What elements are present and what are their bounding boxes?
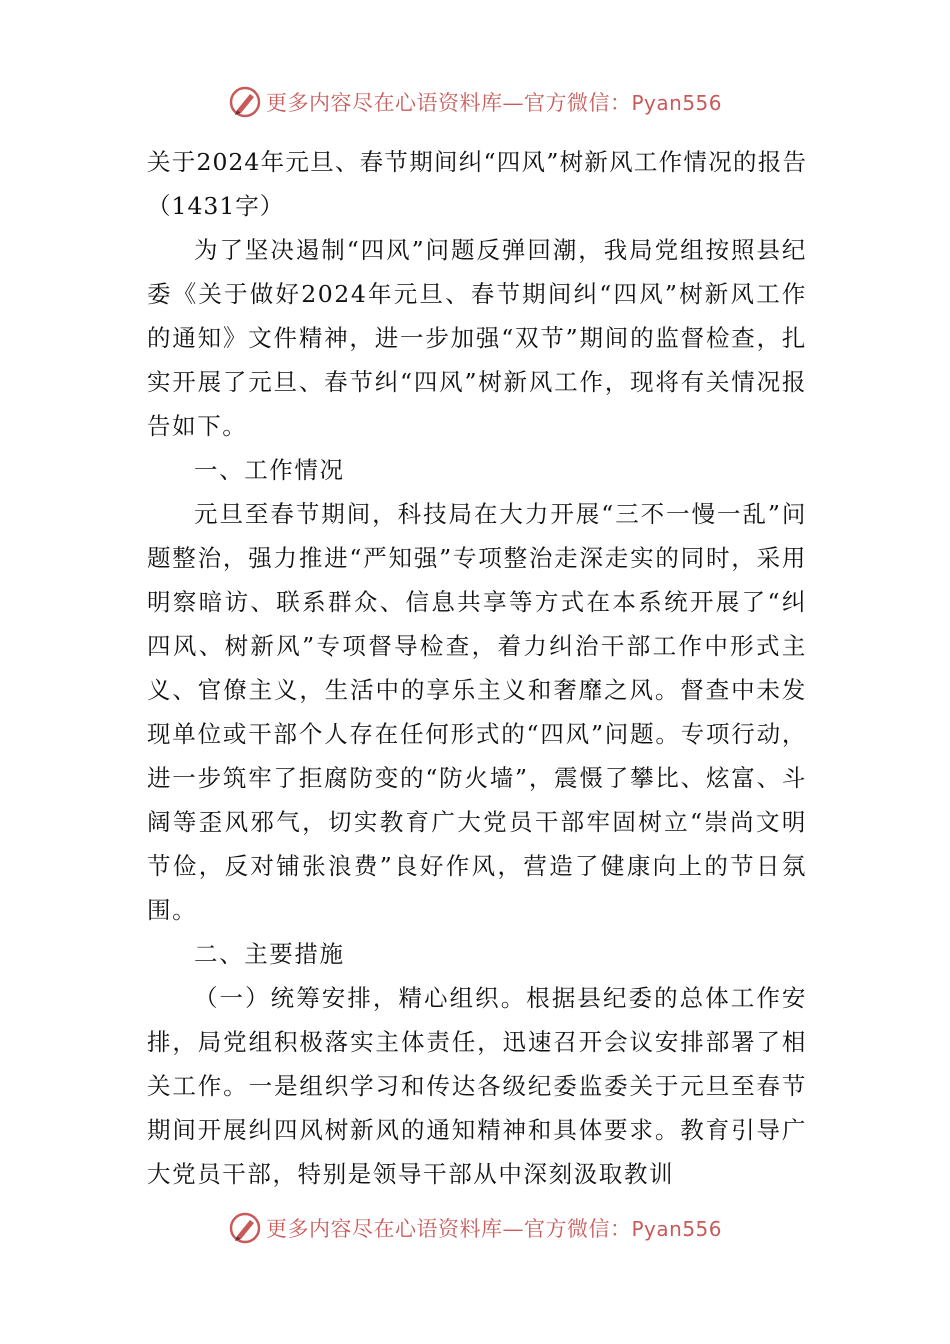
- document-title: 关于2024年元旦、春节期间纠“四风”树新风工作情况的报告（1431字）: [147, 148, 807, 220]
- watermark-banner-bottom: [0, 1208, 950, 1248]
- watermark-code: Pyan556: [631, 91, 722, 115]
- paragraph-measure-one: （一）统筹安排，精心组织。根据县纪委的总体工作安排，局党组积极落实主体责任，迅速召开会议安排部署了相关工作。一是组织学习和传达各级纪委监委关于元旦至春节期间开展纠四风树新风的通知精神和具体要求。教育引导广大党员干部，特别是领导干部从中深刻汲取教训: [147, 984, 807, 1188]
- watermark-code: Pyan556: [631, 1217, 722, 1241]
- document-body: [147, 140, 807, 1196]
- section-heading-main-measures: 二、主要措施: [194, 940, 345, 968]
- pen-logo-icon: [228, 1211, 262, 1245]
- watermark-banner-top: [0, 82, 950, 122]
- watermark-text: 更多内容尽在心语资料库—官方微信：: [265, 1217, 632, 1241]
- paragraph-intro: 为了坚决遏制“四风”问题反弹回潮，我局党组按照县纪委《关于做好2024年元旦、春节期间纠“四风”树新风工作的通知》文件精神，进一步加强“双节”期间的监督检查，扎实开展了元旦、春节纠“四风”树新风工作，现将有关情况报告如下。: [147, 236, 807, 440]
- paragraph-work-status: 元旦至春节期间，科技局在大力开展“三不一慢一乱”问题整治，强力推进“严知强”专项整治走深走实的同时，采用明察暗访、联系群众、信息共享等方式在本系统开展了“纠四风、树新风”专项督导检查，着力纠治干部工作中形式主义、官僚主义，生活中的享乐主义和奢靡之风。督查中未发现单位或干部个人存在任何形式的“四风”问题。专项行动，进一步筑牢了拒腐防变的“防火墙”，震慑了攀比、炫富、斗阔等歪风邪气，切实教育广大党员干部牢固树立“崇尚文明节俭，反对铺张浪费”良好作风，营造了健康向上的节日氛围。: [147, 500, 807, 924]
- section-heading-work-status: 一、工作情况: [194, 456, 345, 484]
- watermark-text: 更多内容尽在心语资料库—官方微信：: [265, 91, 632, 115]
- pen-logo-icon: [228, 85, 262, 119]
